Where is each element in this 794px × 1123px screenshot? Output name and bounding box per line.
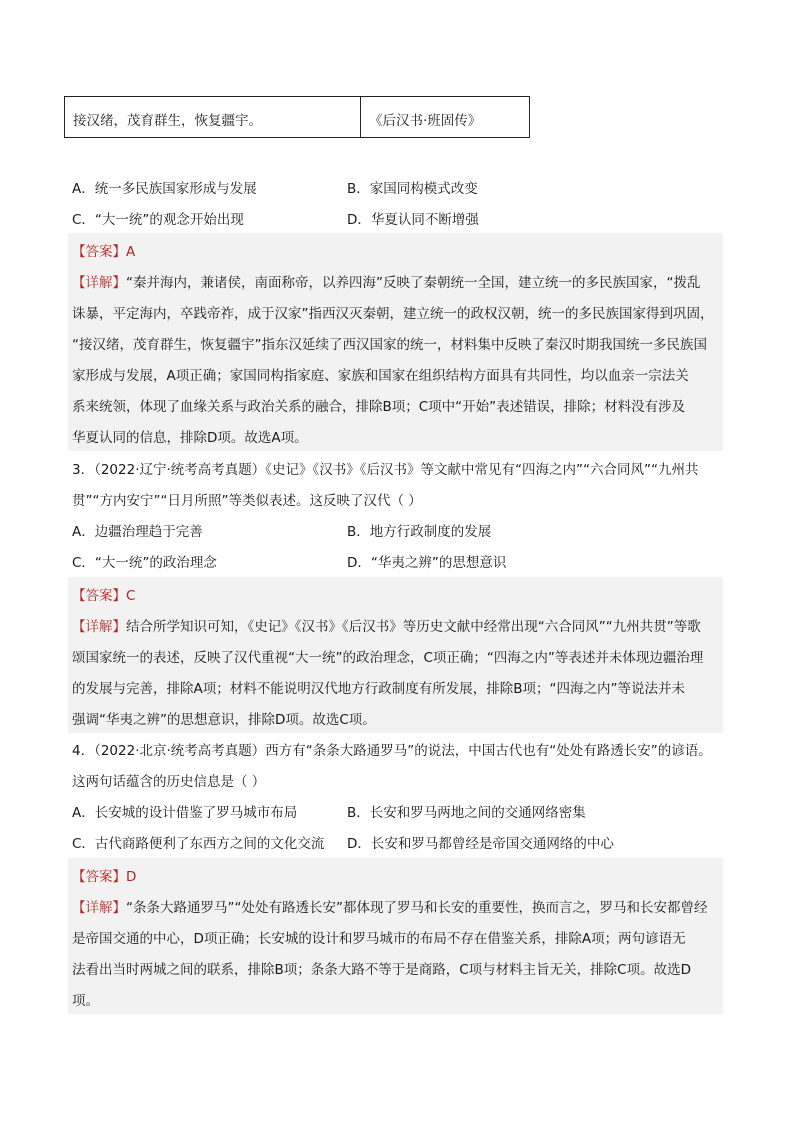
q4-detail-line-4: 项。 [72, 993, 99, 1009]
q2-detail-line-2: 诛暴，平定海内，卒践帝祚，成于汉家”指西汉灭秦朝，建立统一的政权汉朝，统一的多民族国家得到巩固， [72, 306, 714, 322]
q4-option-c: C．古代商路便利了东西方之间的文化交流 [72, 836, 325, 852]
q2-detail-text: “秦并海内，兼诸侯，南面称帝，以养四海”反映了秦朝统一全国，建立统一的多民族国家，“拨乱 [126, 275, 701, 291]
q3-option-d: D．“华夷之辨”的思想意识 [347, 555, 507, 571]
q4-detail-line-3: 法看出当时两城之间的联系，排除B项；条条大路不等于是商路，C项与材料主旨无关，排除C项。故选D [72, 962, 692, 978]
q4-detail-tag: 【详解】 [72, 900, 126, 916]
q3-option-b: B．地方行政制度的发展 [347, 524, 492, 540]
table-source-cell: 《后汉书·班固传》 [369, 113, 482, 129]
q2-answer-line [72, 240, 135, 260]
q2-option-d: D．华夏认同不断增强 [347, 212, 479, 228]
q3-option-c: C．“大一统”的政治理念 [72, 555, 217, 571]
q2-detail-line-4: 家形成与发展，A项正确；家国同构指家庭、家族和国家在组织结构方面具有共同性，均以血亲一宗法关 [72, 368, 689, 384]
q4-option-d: D．长安和罗马都曾经是帝国交通网络的中心 [347, 836, 614, 852]
q2-answer-tag: 【答案】 [72, 244, 126, 260]
q3-detail-tag: 【详解】 [72, 619, 126, 635]
q3-answer-tag: 【答案】 [72, 588, 126, 604]
q2-answer-value: A [126, 244, 136, 260]
q4-answer-tag: 【答案】 [72, 869, 126, 885]
q4-stem-line-1: 4．（2022·北京·统考高考真题）西方有“条条大路通罗马”的说法，中国古代也有“处处有路透长安”的谚语。 [72, 743, 712, 759]
q2-option-c: C．“大一统”的观念开始出现 [72, 212, 244, 228]
q2-detail-line-1 [72, 271, 700, 291]
q2-detail-line-3: “接汉绪，茂育群生，恢复疆宇”指东汉延续了西汉国家的统一，材料集中反映了秦汉时期我国统一多民族国 [72, 337, 707, 353]
q3-detail-line-2: 颂国家统一的表述，反映了汉代重视“大一统”的政治理念，C项正确；“四海之内”等表述并未体现边疆治理 [72, 650, 704, 666]
q4-option-b: B．长安和罗马两地之间的交通网络密集 [347, 805, 586, 821]
q3-detail-text: 结合所学知识可知，《史记》《汉书》《后汉书》等历史文献中经常出现“六合同风”“九州共贯”等歌 [126, 619, 701, 635]
q3-answer-line [72, 584, 135, 604]
q3-detail-line-4: 强调“华夷之辨”的思想意识，排除D项。故选C项。 [72, 712, 376, 728]
q2-option-a: A．统一多民族国家形成与发展 [72, 181, 257, 197]
q2-option-b: B．家国同构模式改变 [347, 181, 478, 197]
q4-detail-line-2: 是帝国交通的中心，D项正确；长安城的设计和罗马城市的布局不存在借鉴关系，排除A项；两句谚语无 [72, 931, 686, 947]
q4-detail-line-1 [72, 896, 707, 916]
q3-detail-line-1 [72, 615, 701, 635]
q4-option-a: A．长安城的设计借鉴了罗马城市布局 [72, 805, 298, 821]
q2-detail-line-5: 系来统领，体现了血缘关系与政治关系的融合，排除B项；C项中“开始”表述错误，排除；材料没有涉及 [72, 399, 686, 415]
q2-detail-tag: 【详解】 [72, 275, 126, 291]
q3-detail-line-3: 的发展与完善，排除A项；材料不能说明汉代地方行政制度有所发展，排除B项；“四海之内”等说法并未 [72, 681, 685, 697]
q3-stem-line-2: 贯”“方内安宁”“日月所照”等类似表述。这反映了汉代（ ） [72, 493, 422, 509]
q3-stem-line-1: 3．（2022·辽宁·统考高考真题）《史记》《汉书》《后汉书》等文献中常见有“四海之内”“六合同风”“九州共 [72, 462, 699, 478]
q4-answer-value: D [126, 869, 137, 885]
q2-detail-line-6: 华夏认同的信息，排除D项。故选A项。 [72, 430, 308, 446]
q4-detail-text: “条条大路通罗马”“处处有路透长安”都体现了罗马和长安的重要性，换而言之，罗马和长安都曾经 [126, 900, 708, 916]
table-quote-cell: 接汉绪，茂育群生，恢复疆宇。 [65, 97, 361, 137]
source-table-row [64, 96, 530, 138]
q4-stem-line-2: 这两句话蕴含的历史信息是（ ） [72, 774, 266, 790]
q3-option-a: A．边疆治理趋于完善 [72, 524, 203, 540]
q3-answer-value: C [126, 588, 136, 604]
q4-answer-line [72, 865, 136, 885]
